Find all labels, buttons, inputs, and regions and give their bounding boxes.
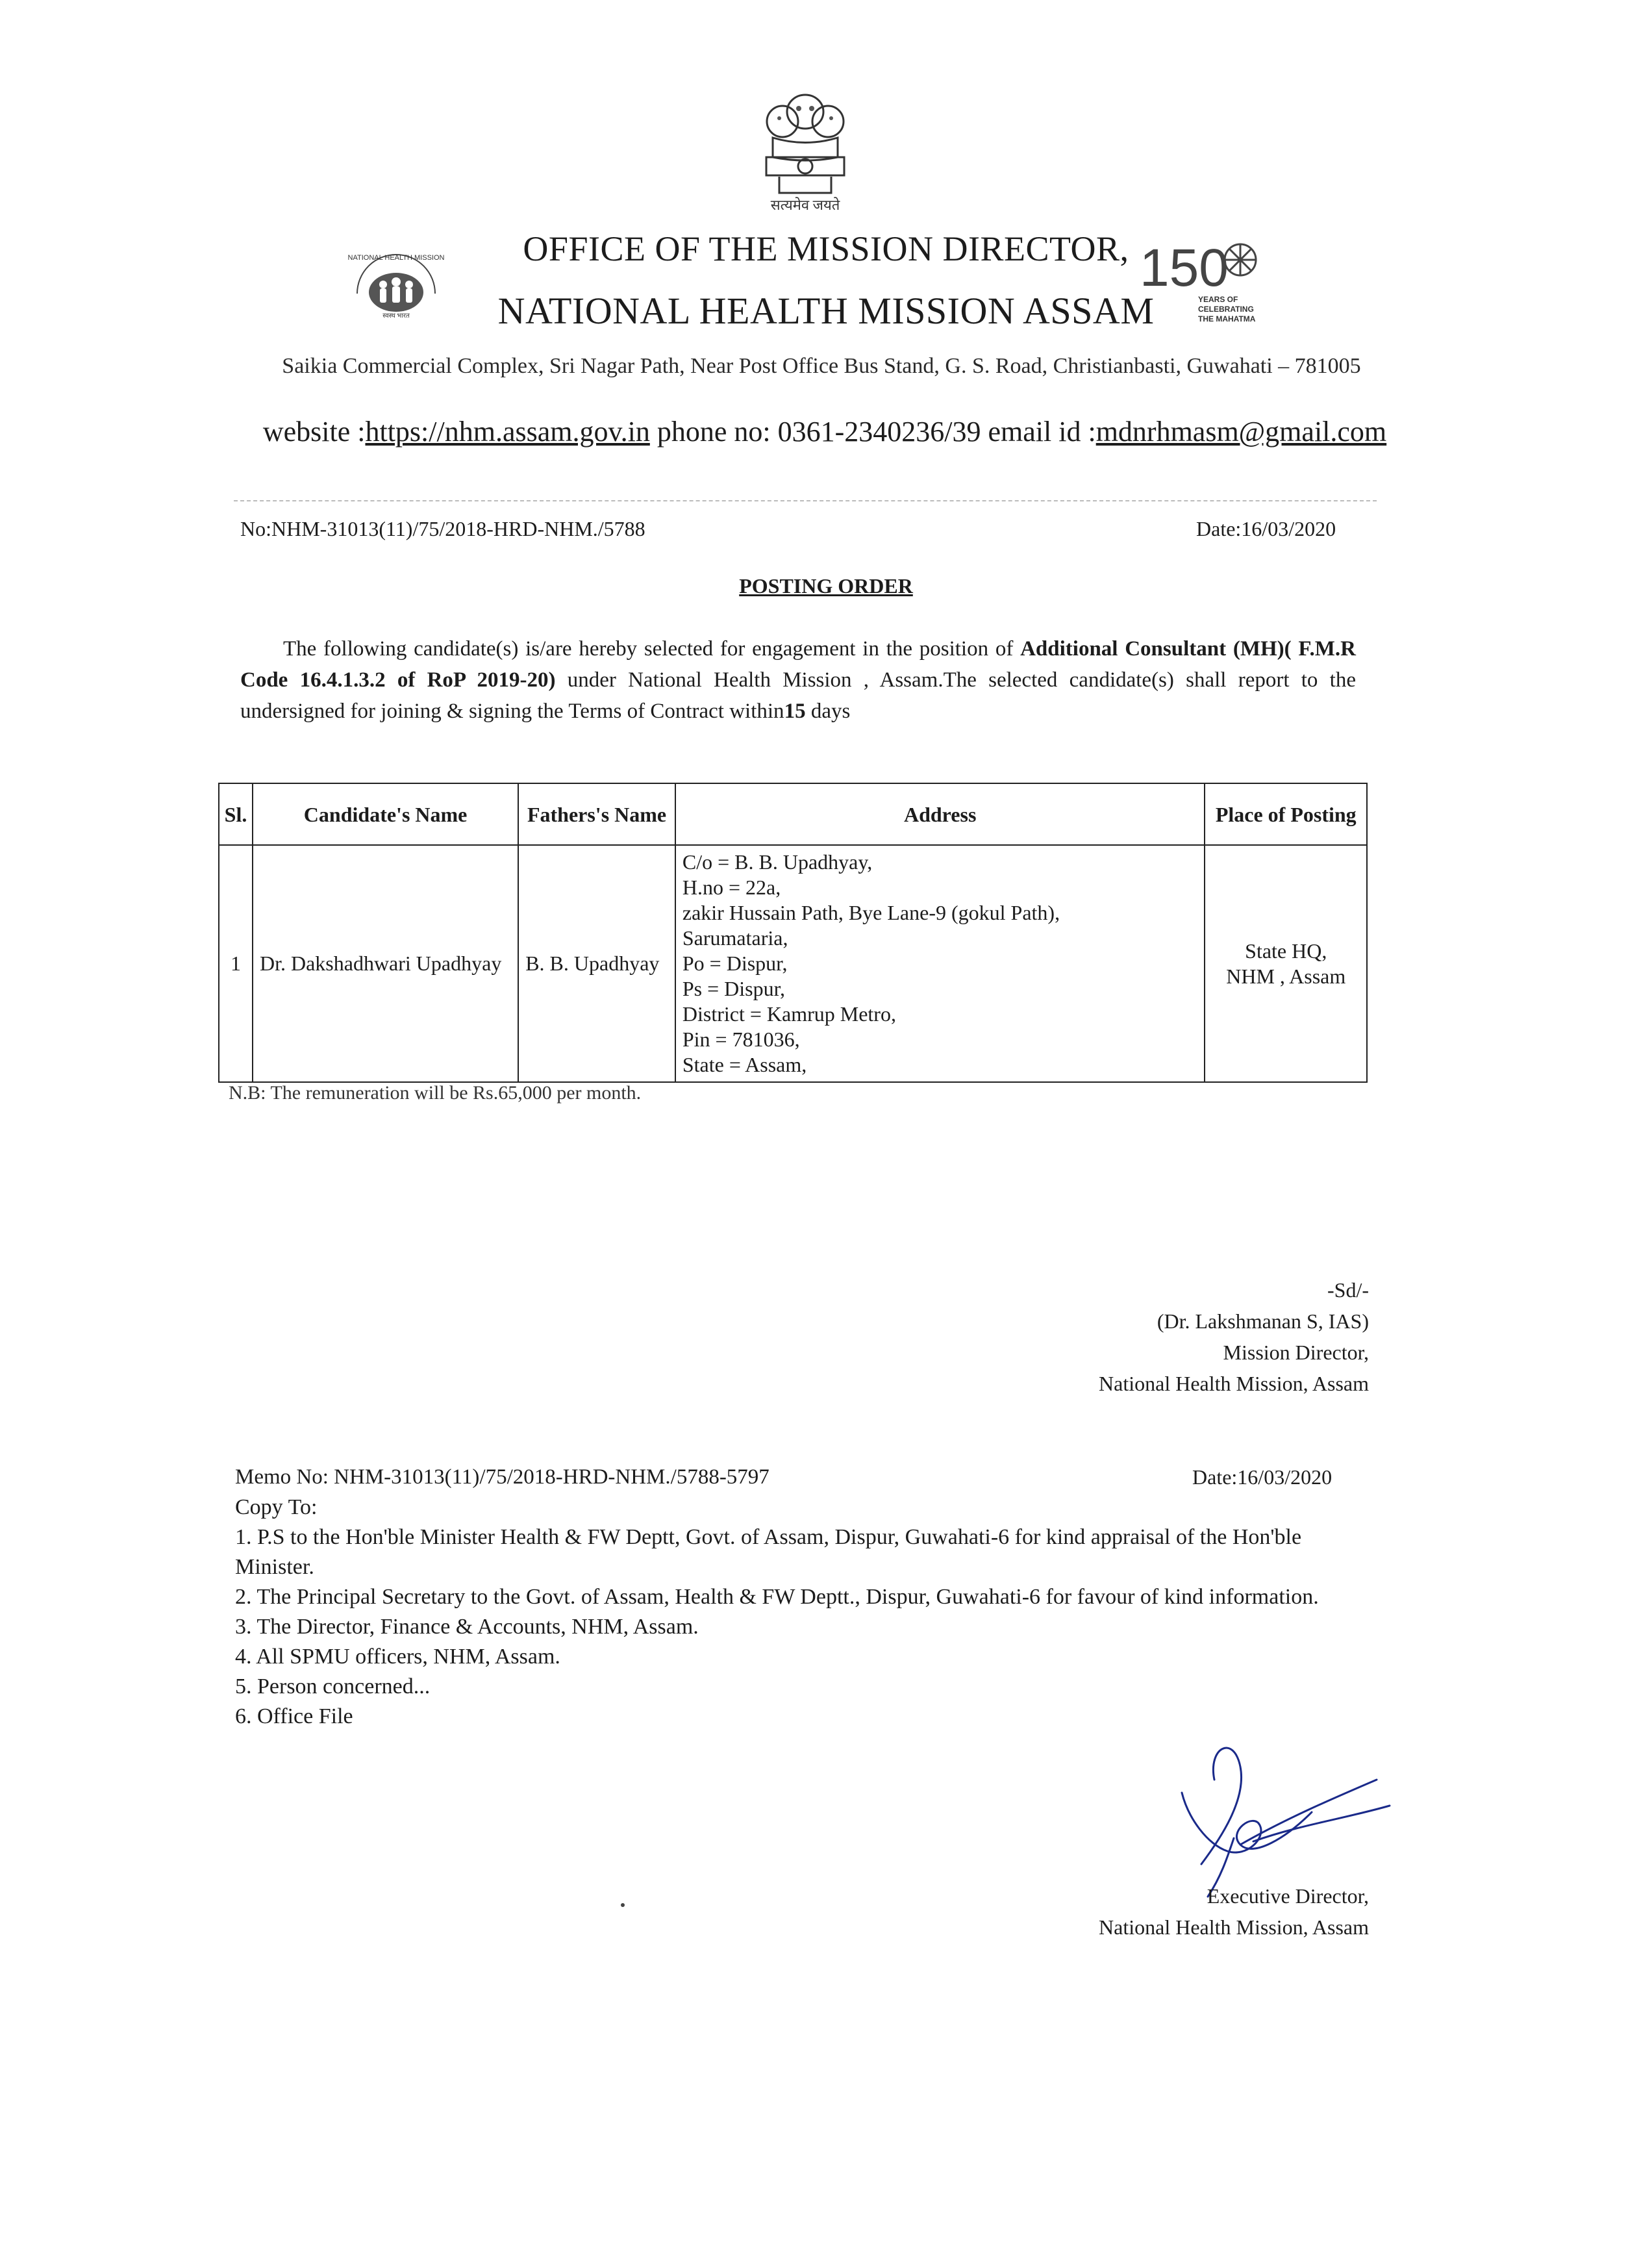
cell-sl: 1 xyxy=(219,845,253,1082)
address-line: Pin = 781036, xyxy=(682,1028,800,1051)
nhm-logo-ring-text: NATIONAL HEALTH MISSION xyxy=(347,254,445,262)
address-line: Ps = Dispur, xyxy=(682,977,785,1000)
document-heading: POSTING ORDER xyxy=(739,574,913,598)
signatory-office: National Health Mission, Assam xyxy=(1099,1372,1369,1395)
list-item: 6. Office File xyxy=(235,1704,353,1728)
body-days: 15 xyxy=(784,700,806,723)
list-item: 4. All SPMU officers, NHM, Assam. xyxy=(235,1645,560,1669)
header-divider xyxy=(234,500,1377,501)
address-line: Sarumataria, xyxy=(682,926,788,950)
body-position: Additional Consultant (MH)( F.M.R Code 16.4.1.3.2 of RoP 2019-20) xyxy=(240,637,1356,692)
phone-label: phone no: xyxy=(649,416,778,448)
body-text-2: under National Health Mission , Assam.The selected candidate(s) shall report to the undersigned for joining & signing the Terms of Contract within xyxy=(240,668,1356,723)
place-line2: NHM , Assam xyxy=(1226,964,1346,988)
office-title-line2: NATIONAL HEALTH MISSION ASSAM xyxy=(497,290,1155,332)
gandhi-logo-text-1: YEARS OF xyxy=(1198,295,1238,304)
copy-to-label: Copy To: xyxy=(235,1495,318,1519)
header-sl: Sl. xyxy=(219,783,253,845)
cell-father: B. B. Upadhyay xyxy=(518,845,675,1082)
signatory-block-2 xyxy=(1007,1880,1369,1943)
signatory-designation: Mission Director, xyxy=(1223,1341,1369,1364)
table-row xyxy=(219,845,1367,1082)
email-label: email id : xyxy=(981,416,1096,448)
place-line1: State HQ, xyxy=(1245,939,1327,963)
gandhi-logo-number: 150 xyxy=(1140,238,1229,297)
header-place: Place of Posting xyxy=(1205,783,1367,845)
list-item: 3. The Director, Finance & Accounts, NHM, Assam. xyxy=(235,1615,699,1639)
header-father: Fathers's Name xyxy=(518,783,675,845)
body-text-3: days xyxy=(805,700,851,723)
signatory2-office: National Health Mission, Assam xyxy=(1099,1915,1369,1939)
nhm-logo-sub-text: स्वस्थ भारत xyxy=(382,312,410,320)
phone-number: 0361-2340236/39 xyxy=(777,416,981,448)
memo-number: Memo No: NHM-31013(11)/75/2018-HRD-NHM./5788-5797 xyxy=(235,1465,770,1489)
gandhi-logo-text-2: CELEBRATING xyxy=(1198,305,1254,314)
address-line: C/o = B. B. Upadhyay, xyxy=(682,850,873,874)
address-line: State = Assam, xyxy=(682,1053,807,1076)
list-item: 1. P.S to the Hon'ble Minister Health & FW Deptt, Govt. of Assam, Dispur, Guwahati-6 for kind appraisal of the Hon'ble Minister. xyxy=(235,1525,1302,1579)
address-line: District = Kamrup Metro, xyxy=(682,1002,896,1026)
cell-name: Dr. Dakshadhwari Upadhyay xyxy=(253,845,518,1082)
header-name: Candidate's Name xyxy=(253,783,518,845)
memo-date: Date:16/03/2020 xyxy=(1192,1465,1333,1489)
list-item: 5. Person concerned... xyxy=(235,1674,431,1699)
table-header-row xyxy=(219,783,1367,845)
address-line: zakir Hussain Path, Bye Lane-9 (gokul Path), xyxy=(682,901,1060,924)
office-title-line1: OFFICE OF THE MISSION DIRECTOR, xyxy=(523,229,1129,268)
reference-date: Date:16/03/2020 xyxy=(1196,517,1336,540)
emblem-motto: सत्यमेव जयते xyxy=(770,197,840,213)
contact-line xyxy=(247,413,1403,451)
list-item: 2. The Principal Secretary to the Govt. of Assam, Health & FW Deptt., Dispur, Guwahati-6 for favour of kind information. xyxy=(235,1585,1319,1609)
cell-address xyxy=(675,845,1205,1082)
copy-to-list xyxy=(235,1493,1378,1732)
reference-number: No:NHM-31013(11)/75/2018-HRD-NHM./5788 xyxy=(240,517,645,540)
website-link[interactable]: https://nhm.assam.gov.in xyxy=(365,416,650,448)
address-line: H.no = 22a, xyxy=(682,876,781,899)
office-address: Saikia Commercial Complex, Sri Nagar Path, Near Post Office Bus Stand, G. S. Road, Christianbasti, Guwahati – 781005 xyxy=(282,354,1361,378)
body-text-1: The following candidate(s) is/are hereby selected for engagement in the position of xyxy=(283,637,1021,661)
gandhi-logo-text-3: THE MAHATMA xyxy=(1198,314,1256,323)
signatory2-designation: Executive Director, xyxy=(1207,1884,1369,1908)
sd-mark: -Sd/- xyxy=(1327,1278,1369,1302)
remuneration-note: N.B: The remuneration will be Rs.65,000 per month. xyxy=(229,1082,642,1104)
signatory-block-1 xyxy=(974,1274,1369,1399)
candidate-table xyxy=(218,783,1368,1083)
signatory-name: (Dr. Lakshmanan S, IAS) xyxy=(1157,1309,1369,1333)
email-link[interactable]: mdnrhmasm@gmail.com xyxy=(1095,416,1387,448)
address-line: Po = Dispur, xyxy=(682,952,788,975)
website-label: website : xyxy=(262,416,366,448)
speck xyxy=(621,1903,625,1907)
cell-place xyxy=(1205,845,1367,1082)
body-paragraph xyxy=(240,633,1356,727)
header-address: Address xyxy=(675,783,1205,845)
